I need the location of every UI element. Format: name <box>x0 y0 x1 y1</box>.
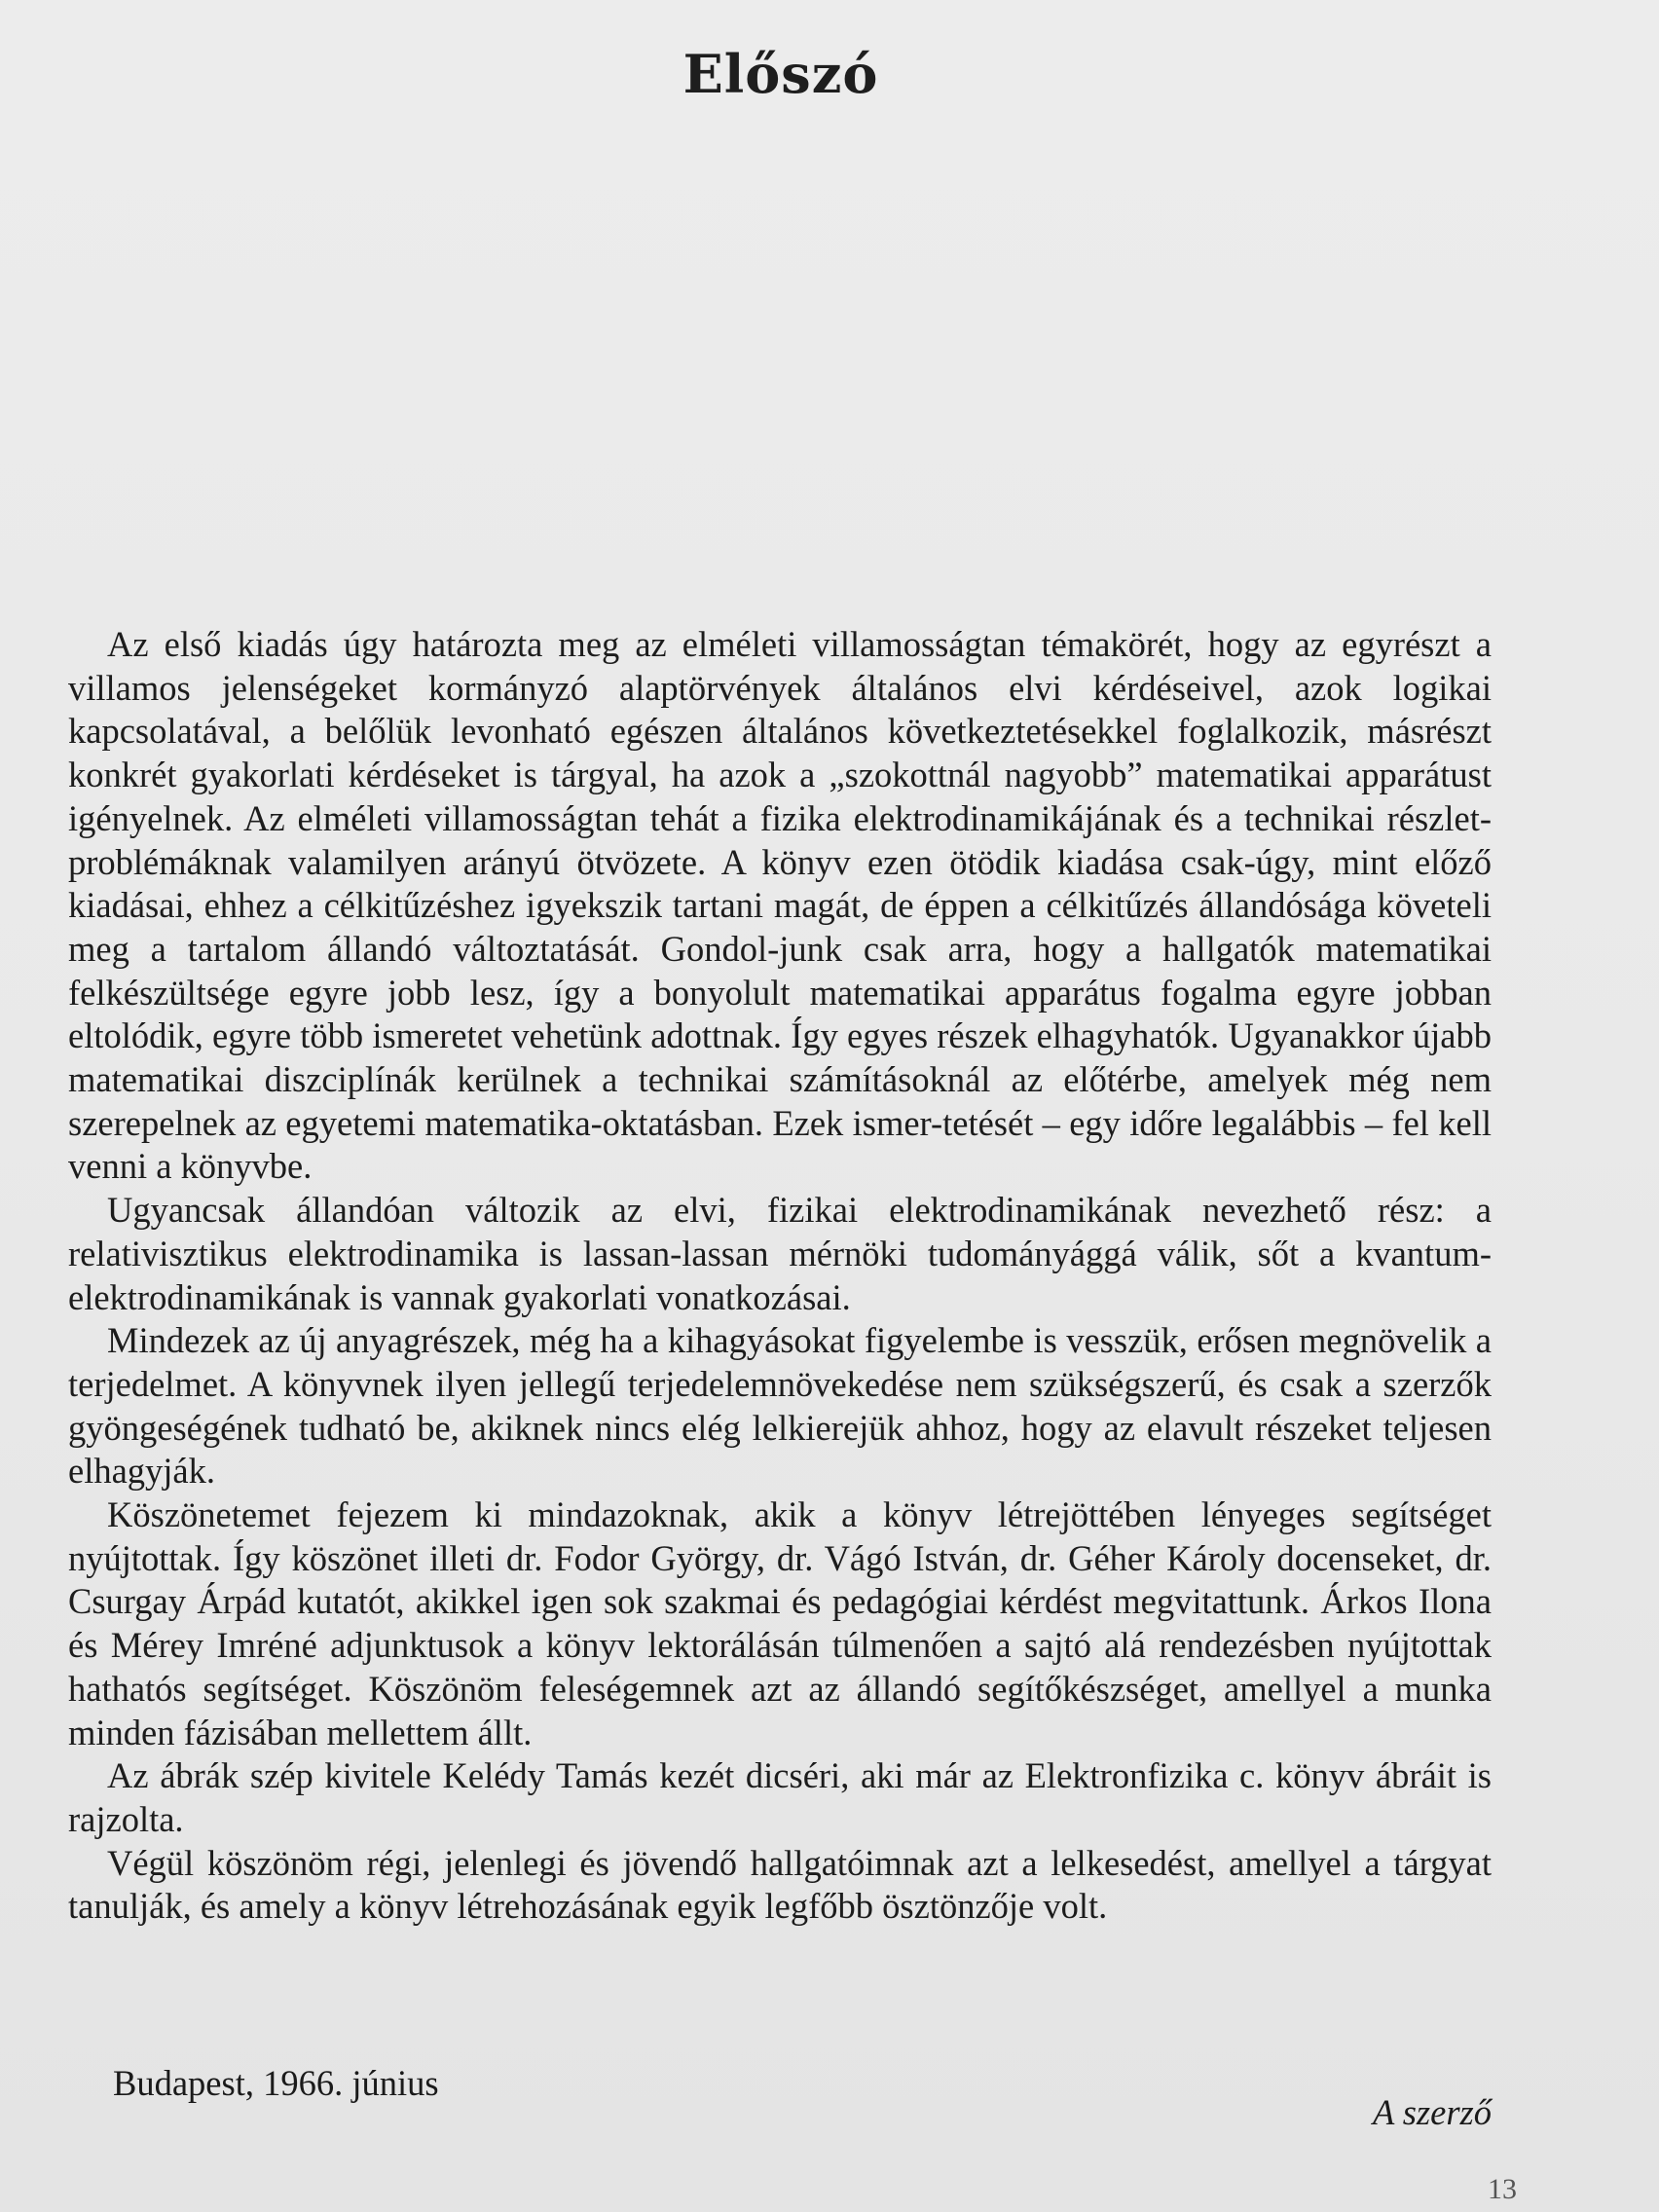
author-signature: A szerző <box>1372 2092 1492 2132</box>
paragraph: Mindezek az új anyagrészek, még ha a kihagyásokat figyelembe is vesszük, erősen megnövelik a terjedelmet. A könyvnek ilyen jellegű terjedelemnövekedése nem szükségszerű, és csak a szerzők gyöngeségének tudható be, akiknek nincs elég lelkierejük ahhoz, hogy az elavult részeket teljesen elhagyják. <box>68 1320 1492 1492</box>
page-number: 13 <box>1488 2173 1517 2205</box>
paragraph: Ugyancsak állandóan változik az elvi, fizikai elektrodinamikának nevezhető rész: a relativisztikus elektrodinamika is lassan-lassan mérnöki tudományággá válik, sőt a kvantum-elektrodinamikának is vannak gyakorlati vonatkozásai. <box>68 1190 1492 1317</box>
page-title: Előszó <box>682 43 879 105</box>
place-date: Budapest, 1966. június <box>113 2063 439 2103</box>
preface-body <box>68 623 1492 1929</box>
paragraph: Az ábrák szép kivitele Kelédy Tamás kezét dicséri, aki már az Elektronfizika c. könyv ábráit is rajzolta. <box>68 1755 1492 1839</box>
paragraph: Köszönetemet fejezem ki mindazoknak, akik a könyv létrejöttében lényeges segítséget nyújtottak. Így köszönet illeti dr. Fodor György, dr. Vágó István, dr. Géher Károly docenseket, dr. Csurgay Árpád kutatót, akikkel igen sok szakmai és pedagógiai kérdést megvitattunk. Árkos Ilona és Mérey Imréné adjunktusok a könyv lektorálásán túlmenően a sajtó alá rendezésben nyújtottak hathatós segítséget. Köszönöm feleségemnek azt az állandó segítőkészséget, amellyel a munka minden fázisában mellettem állt. <box>68 1494 1492 1752</box>
signoff <box>68 2062 1492 2132</box>
paragraph: Az első kiadás úgy határozta meg az elméleti villamosságtan témakörét, hogy az egyrészt a villamos jelenségeket kormányzó alaptörvények általános elvi kérdéseivel, azok logikai kapcsolatával, a belőlük levonható egészen általános következtetésekkel foglalkozik, másrészt konkrét gyakorlati kérdéseket is tárgyal, ha azok a „szokottnál nagyobb” matematikai apparátust igényelnek. Az elméleti villamosságtan tehát a fizika elektrodinamikájának és a technikai részlet-problémáknak valamilyen arányú ötvözete. A könyv ezen ötödik kiadása csak-úgy, mint előző kiadásai, ehhez a célkitűzéshez igyekszik tartani magát, de éppen a célkitűzés állandósága követeli meg a tartalom állandó változtatását. Gondol-junk csak arra, hogy a hallgatók matematikai felkészültsége egyre jobb lesz, így a bonyolult matematikai apparátus fogalma egyre jobban eltolódik, egyre több ismeretet vehetünk adottnak. Így egyes részek elhagyhatók. Ugyanakkor újabb matematikai diszciplínák kerülnek a technikai számításoknál az előtérbe, amelyek még nem szerepelnek az egyetemi matematika-oktatásban. Ezek ismer-tetését – egy időre legalábbis – fel kell venni a könyvbe. <box>68 624 1492 1187</box>
paragraph: Végül köszönöm régi, jelenlegi és jövendő hallgatóimnak azt a lelkesedést, amellyel a tárgyat tanulják, és amely a könyv létrehozásának egyik legfőbb ösztönzője volt. <box>68 1842 1492 1927</box>
